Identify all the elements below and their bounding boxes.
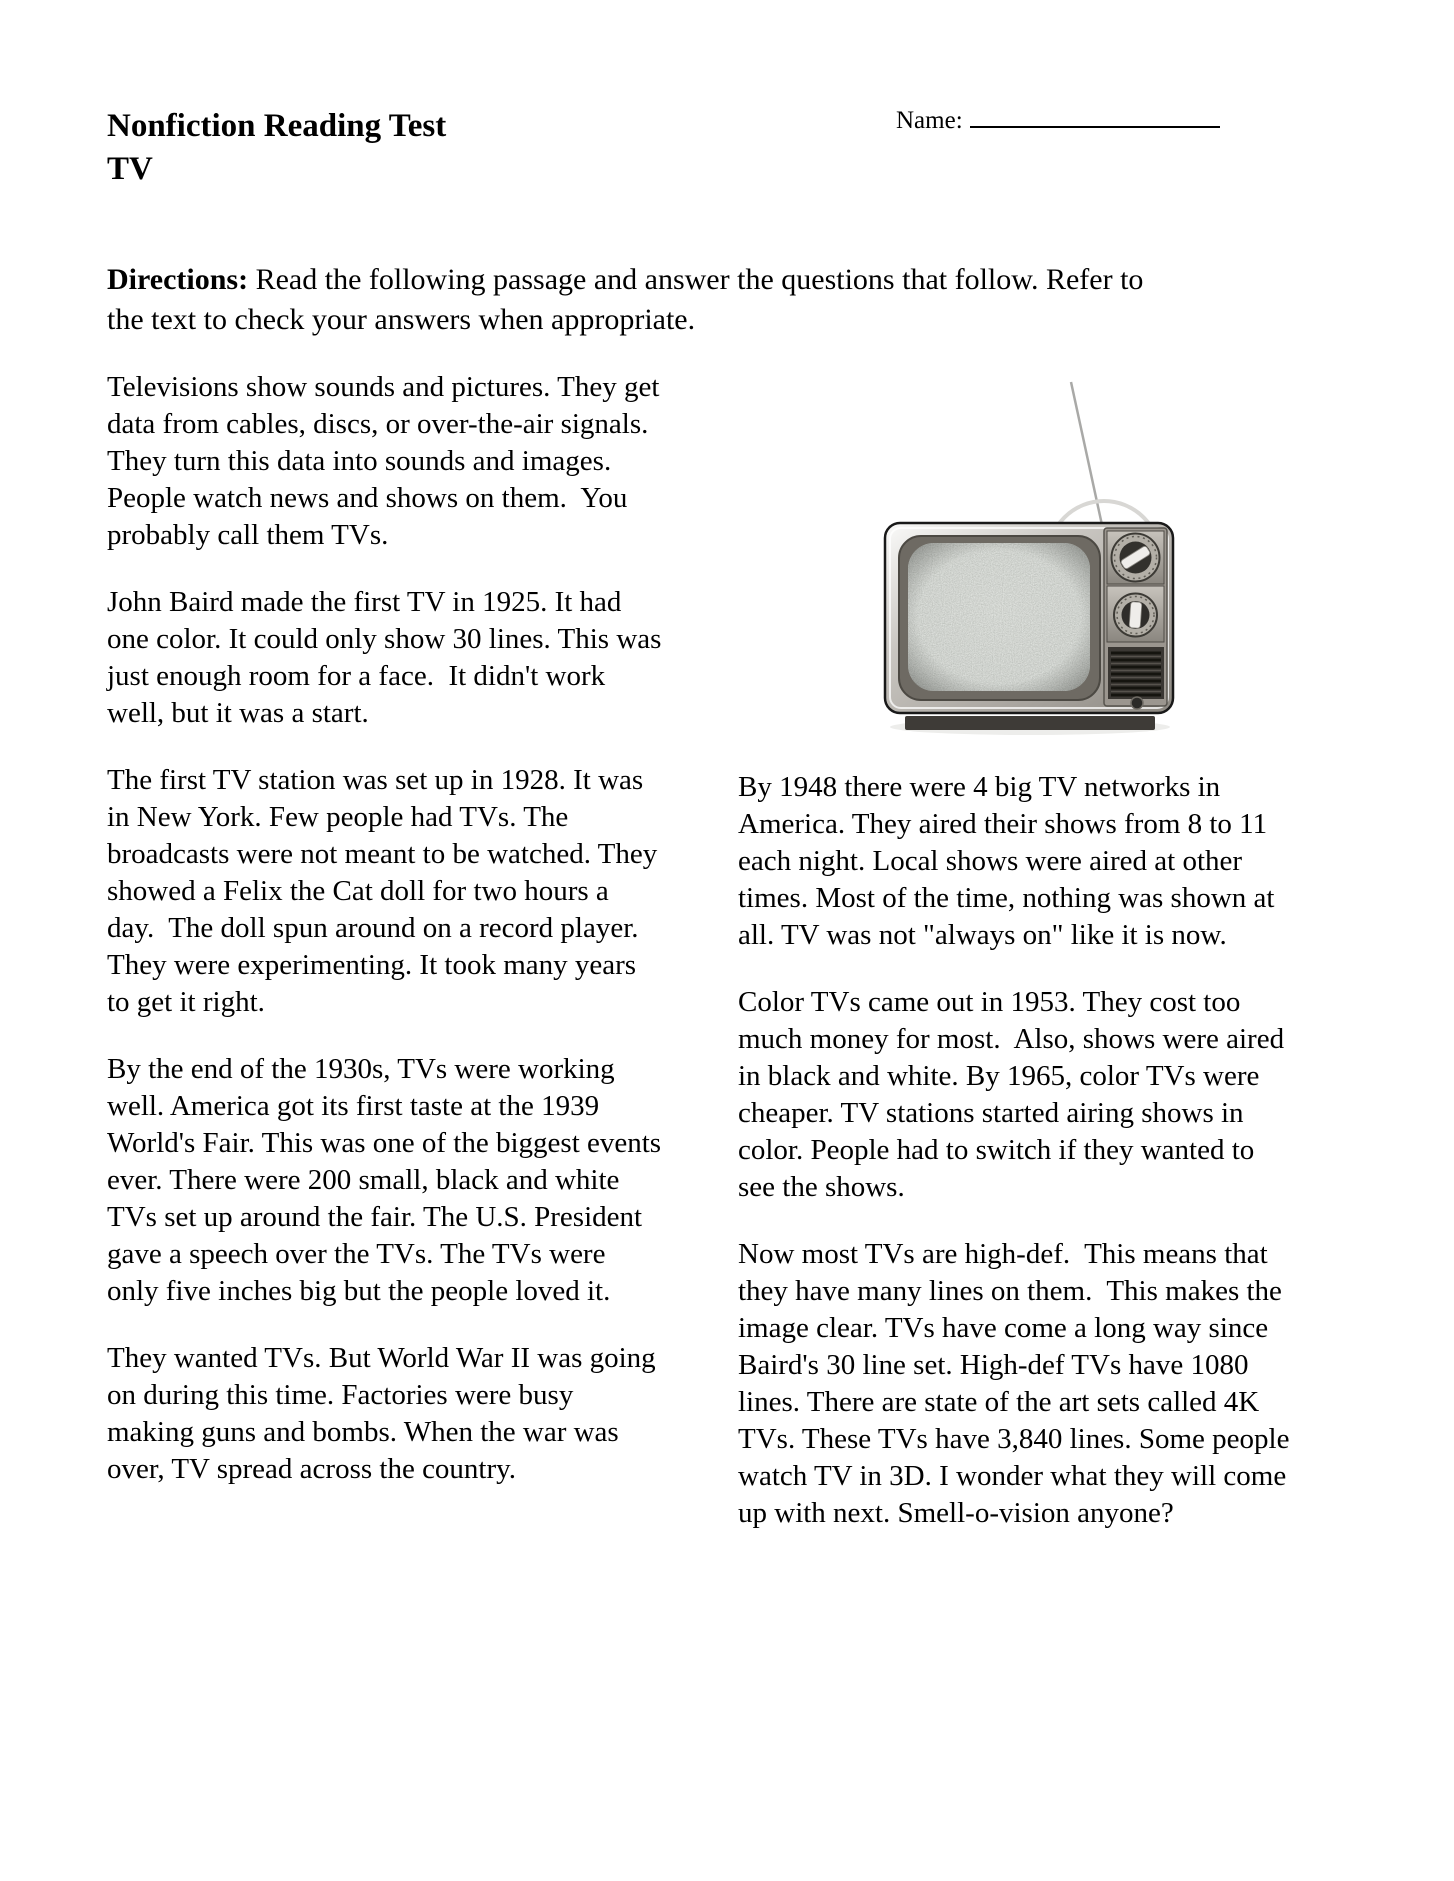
passage-paragraph: By 1948 there were 4 big TV networks in America. They aired their shows from 8 to 11 each night. Local shows were aired at other times. Most of the time, nothing was shown at all. TV was not "always on" like it is now.	[738, 771, 1282, 951]
passage-paragraph: Televisions show sounds and pictures. They get data from cables, discs, or over-the-air signals. They turn this data into sounds and images. People watch news and shows on them. You probably call them TVs.	[107, 371, 667, 551]
name-blank-line	[970, 100, 1220, 128]
name-field	[896, 100, 1220, 136]
passage-paragraph: Now most TVs are high-def. This means that they have many lines on them. This makes the image clear. TVs have come a long way since Baird's 30 line set. High-def TVs have 1080 lines. There are state of the art sets called 4K TVs. These TVs have 3,840 lines. Some people watch TV in 3D. I wonder what they will come up with next. Smell-o-vision anyone?	[738, 1238, 1297, 1529]
passage-paragraph: They wanted TVs. But World War II was going on during this time. Factories were busy making guns and bombs. When the war was over, TV spread across the country.	[107, 1342, 663, 1485]
tv-image	[878, 370, 1178, 736]
directions-text	[107, 260, 1337, 340]
passage-paragraph: By the end of the 1930s, TVs were working well. America got its first taste at the 1939 World's Fair. This was one of the biggest events ever. There were 200 small, black and white TVs set up around the fair. The U.S. President gave a speech over the TVs. The TVs were only five inches big but the people loved it.	[107, 1053, 669, 1307]
page-title: Nonfiction Reading Test	[107, 108, 447, 144]
tv-grille	[1108, 647, 1164, 699]
tv-screen	[908, 543, 1090, 691]
passage-paragraph: Color TVs came out in 1953. They cost too much money for most. Also, shows were aired in black and white. By 1965, color TVs were cheaper. TV stations started airing shows in color. People had to switch if they wanted to see the shows.	[738, 986, 1292, 1203]
directions-line-1-text: Read the following passage and answer the questions that follow. Refer to	[248, 263, 1144, 296]
directions-line-1	[107, 260, 1337, 300]
passage-paragraph: John Baird made the first TV in 1925. It had one color. It could only show 30 lines. This was just enough room for a face. It didn't work well, but it was a start.	[107, 586, 669, 729]
page-subtitle: TV	[107, 151, 153, 187]
passage-column-right	[738, 769, 1297, 1562]
name-label: Name:	[896, 107, 963, 134]
tv-dial-upper	[1112, 534, 1160, 582]
directions-line-2: the text to check your answers when appropriate.	[107, 303, 696, 336]
tv-power-knob	[1131, 697, 1143, 709]
tv-dial-lower	[1114, 594, 1157, 637]
passage-column-left	[107, 369, 669, 1518]
tv-base	[905, 716, 1155, 730]
directions-label: Directions:	[107, 263, 249, 296]
passage-paragraph: The first TV station was set up in 1928. It was in New York. Few people had TVs. The broadcasts were not meant to be watched. They showed a Felix the Cat doll for two hours a day. The doll spun around on a record player. They were experimenting. It took many years to get it right.	[107, 764, 665, 1018]
